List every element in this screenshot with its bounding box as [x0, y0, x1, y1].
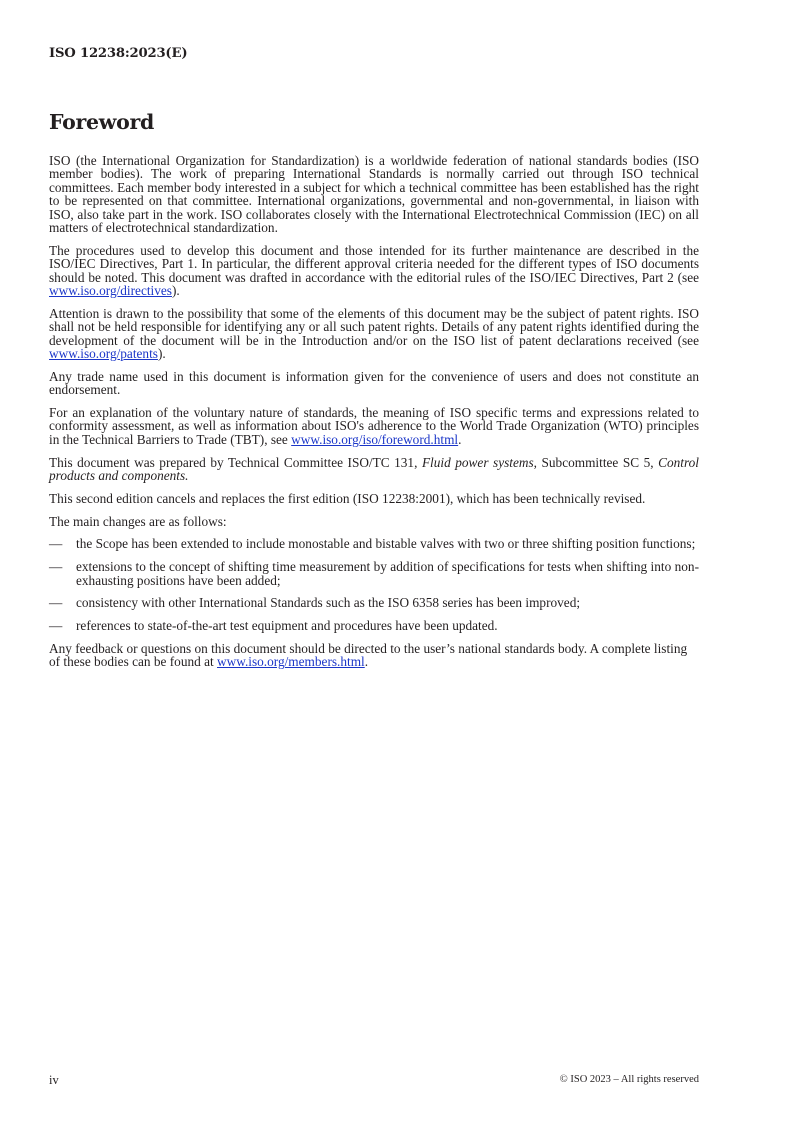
paragraph-text: ). [157, 346, 166, 362]
paragraph-text: . [458, 431, 462, 447]
dash-bullet: — [49, 536, 63, 552]
dash-bullet: — [49, 618, 63, 634]
paragraph-text: . [364, 654, 369, 670]
paragraph-patents [49, 307, 699, 361]
paragraph-edition: This second edition cancels and replaces the first edition (ISO 12238:2001), which has been technically revised. [49, 490, 646, 506]
committee-name: Fluid power systems [421, 454, 534, 470]
paragraph-trade-name: Any trade name used in this document is information given for the convenience of users and does not constitute an endorsement. [49, 368, 699, 398]
list-item-text: references to state-of-the-art test equipment and procedures have been updated. [76, 618, 498, 634]
foreword-body [49, 154, 699, 678]
dash-bullet: — [49, 559, 63, 575]
list-item [49, 560, 699, 587]
patents-link[interactable]: www.iso.org/patents [49, 346, 158, 362]
list-item [49, 537, 699, 550]
paragraph-main-changes: The main changes are as follows: [49, 513, 227, 529]
paragraph-feedback [49, 642, 699, 669]
directives-link[interactable]: www.iso.org/directives [49, 283, 172, 299]
list-item-text: extensions to the concept of shifting time measurement by addition of specifications for tests when shifting into non-exhausting positions have been added; [76, 559, 699, 588]
paragraph-iso-intro: ISO (the International Organization for Standardization) is a worldwide federation of national standards bodies (ISO member bodies). The work of preparing International Standards is normally carried out through ISO technical committees. Each member body interested in a subject for which a technical committee has been established has the right to be represented on that committee. International organizations, governmental and non-governmental, in liaison with ISO, also take part in the work. ISO collaborates closely with the International Electrotechnical Commission (IEC) on all matters of electrotechnical standardization. [49, 153, 699, 236]
foreword-link[interactable]: www.iso.org/iso/foreword.html [291, 431, 459, 447]
paragraph-text: ). [171, 283, 180, 299]
page-number: iv [49, 1073, 59, 1087]
paragraph-text: For an explanation of the voluntary nature of standards, the meaning of ISO specific terms and expressions related to conformity assessment, as well as information about ISO's adherence to the World Trade Organization (WTO) principles in the Technical Barriers to Trade (TBT), see [49, 405, 699, 447]
paragraph-procedures [49, 244, 699, 298]
paragraph-text: The procedures used to develop this document and those intended for its further maintenance are described in the ISO/IEC Directives, Part 1. In particular, the different approval criteria needed for the different types of ISO documents should be noted. This document was drafted in accordance with the editorial rules of the ISO/IEC Directives, Part 2 (see [49, 242, 699, 285]
paragraph-committee [49, 456, 699, 483]
members-link[interactable]: www.iso.org/members.html [217, 654, 365, 670]
copyright-notice: © ISO 2023 – All rights reserved [559, 1074, 699, 1085]
list-item [49, 619, 699, 632]
paragraph-text: Any feedback or questions on this document should be directed to the user’s national standards body. A complete listing of these bodies can be found at [49, 641, 688, 670]
paragraph-voluntary-nature [49, 406, 699, 446]
page-title: Foreword [49, 110, 155, 134]
subcommittee-name: Control products and components. [49, 454, 699, 484]
paragraph-text: , Subcommittee SC 5, [533, 454, 659, 470]
list-item-text: the Scope has been extended to include monostable and bistable valves with two or three shifting position functions; [76, 536, 696, 552]
list-item-text: consistency with other International Standards such as the ISO 6358 series has been improved; [76, 595, 581, 611]
changes-list [49, 537, 699, 632]
list-item [49, 596, 699, 609]
dash-bullet: — [49, 595, 63, 611]
document-id-header: ISO 12238:2023(E) [49, 46, 188, 61]
paragraph-text: This document was prepared by Technical Committee ISO/TC 131, [49, 454, 422, 470]
paragraph-text: Attention is drawn to the possibility that some of the elements of this document may be the subject of patent rights. ISO shall not be held responsible for identifying any or all such patent rights. Details of any patent rights identified during the development of the document will be in the Introduction and/or on the ISO list of patent declarations received (see [49, 305, 699, 348]
